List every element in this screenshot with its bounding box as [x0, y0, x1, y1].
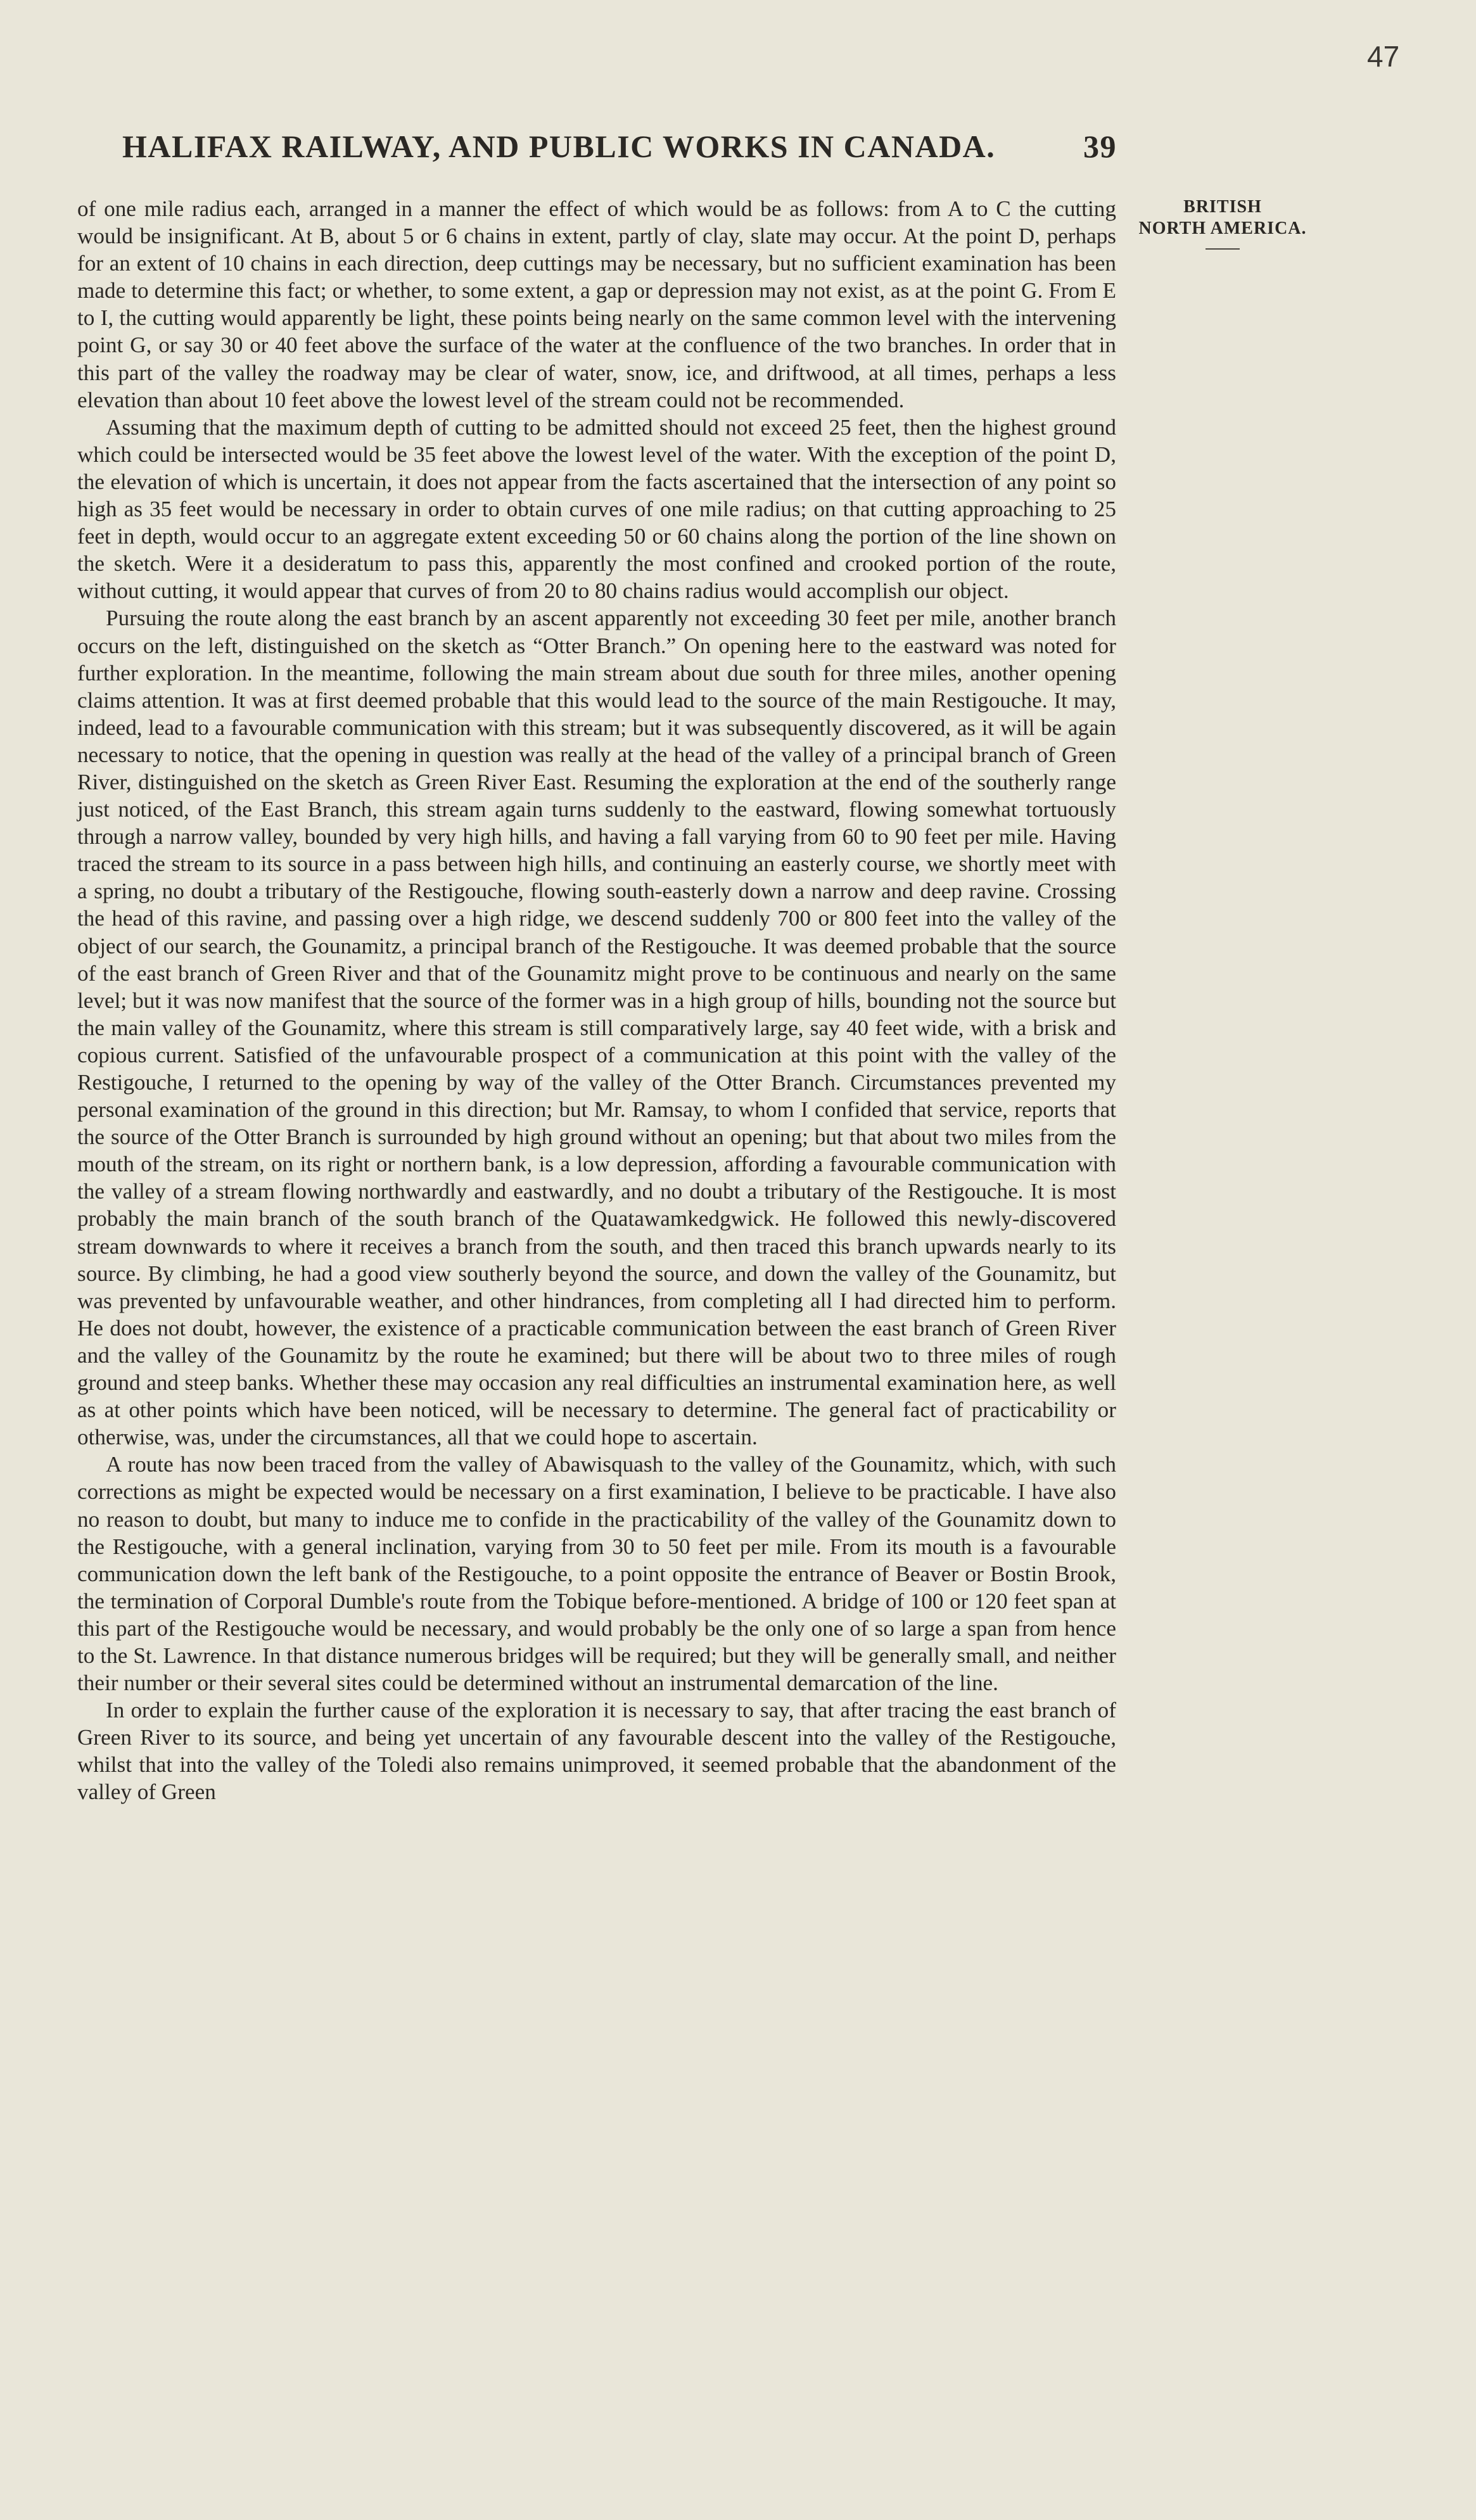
- paragraph-2: Assuming that the maximum depth of cutting to be admitted should not exceed 25 feet, then the highest ground which could be intersected would be 35 feet above the lowest level of the water. With the exception of the point D, the elevation of which is uncertain, it does not appear from the facts ascertained that the intersection of any point so high as 35 feet would be necessary in order to obtain curves of one mile radius; on that cutting approaching to 25 feet in depth, would occur to an aggregate extent exceeding 50 or 60 chains along the portion of the line shown on the sketch. Were it a desideratum to pass this, apparently the most confined and crooked portion of the route, without cutting, it would appear that curves of from 20 to 80 chains radius would accomplish our object.: [77, 414, 1116, 604]
- running-head-title: HALIFAX RAILWAY, AND PUBLIC WORKS IN CANADA.: [122, 129, 996, 164]
- paragraph-5: In order to explain the further cause of the exploration it is necessary to say, that after tracing the east branch of Green River to its source, and being yet uncertain of any favourable descent into the valley of the Restigouche, whilst that into the valley of the Toledi also remains unimproved, it seemed probable that the abandonment of the valley of Green: [77, 1698, 1116, 1805]
- paragraph-4: A route has now been traced from the valley of Abawisquash to the valley of the Gounamitz, which, with such corrections as might be expected would be necessary on a first examination, I believe to be practicable. I have also no reason to doubt, but many to induce me to confide in the practicability of the valley of the Gounamitz down to the Restigouche, with a general inclination, varying from 30 to 50 feet per mile. From its mouth is a favourable communication down the left bank of the Restigouche, to a point opposite the entrance of Beaver or Bostin Brook, the termination of Corporal Dumble's route from the Tobique before-mentioned. A bridge of 100 or 120 feet span at this part of the Restigouche would be necessary, and would probably be the only one of so large a span from hence to the St. Lawrence. In that distance numerous bridges will be required; but they will be generally small, and neither their number or their several sites could be determined without an instrumental demarcation of the line.: [77, 1452, 1116, 1696]
- running-head: [122, 128, 1117, 165]
- margin-note: [1118, 196, 1327, 250]
- body-text: [77, 195, 1116, 1806]
- folio-number: 47: [1367, 40, 1400, 73]
- margin-note-rule: [1206, 248, 1240, 250]
- margin-note-line-1: BRITISH: [1183, 197, 1262, 217]
- margin-note-line-2: NORTH AMERICA.: [1138, 219, 1307, 238]
- paragraph-3: Pursuing the route along the east branch by an ascent apparently not exceeding 30 feet per mile, another branch occurs on the left, distinguished on the sketch as “Otter Branch.” On opening here to the eastward was noted for further exploration. In the meantime, following the main stream about due south for three miles, another opening claims attention. It was at first deemed probable that this would lead to the source of the main Restigouche. It may, indeed, lead to a favourable communication with this stream; but it was subsequently discovered, as it will be again necessary to notice, that the opening in question was really at the head of the valley of a principal branch of Green River, distinguished on the sketch as Green River East. Resuming the exploration at the end of the southerly range just noticed, of the East Branch, this stream again turns suddenly to the eastward, flowing somewhat tortuously through a narrow valley, bounded by very high hills, and having a fall varying from 60 to 90 feet per mile. Having traced the stream to its source in a pass between high hills, and continuing an easterly course, we shortly meet with a spring, no doubt a tributary of the Restigouche, flowing south-easterly down a narrow and deep ravine. Crossing the head of this ravine, and passing over a high ridge, we descend suddenly 700 or 800 feet into the valley of the object of our search, the Gounamitz, a principal branch of the Restigouche. It was deemed probable that the source of the east branch of Green River and that of the Gounamitz might prove to be continuous and nearly on the same level; but it was now manifest that the source of the former was in a high group of hills, bounding not the source but the main valley of the Gounamitz, where this stream is still comparatively large, say 40 feet wide, with a brisk and copious current. Satisfied of the unfavourable prospect of a communication at this point with the valley of the Restigouche, I returned to the opening by way of the valley of the Otter Branch. Circumstances prevented my personal examination of the ground in this direction; but Mr. Ramsay, to whom I confided that service, reports that the source of the Otter Branch is surrounded by high ground without an opening; but that about two miles from the mouth of the stream, on its right or northern bank, is a low depression, affording a favourable communication with the valley of a stream flowing northwardly and eastwardly, and no doubt a tributary of the Restigouche. It is most probably the main branch of the south branch of the Quatawamkedgwick. He followed this newly-discovered stream downwards to where it receives a branch from the south, and then traced this branch upwards nearly to its source. By climbing, he had a good view southerly beyond the source, and down the valley of the Gounamitz, but was prevented by unfavourable weather, and other hindrances, from completing all I had directed him to perform. He does not doubt, however, the existence of a practicable communication between the east branch of Green River and the valley of the Gounamitz by the route he examined; but there will be about two to three miles of rough ground and steep banks. Whether these may occasion any real difficulties an instrumental examination here, as well as at other points which have been noticed, will be necessary to determine. The general fact of practicability or otherwise, was, under the circumstances, all that we could hope to ascertain.: [77, 606, 1116, 1450]
- running-head-page-number: 39: [1083, 129, 1117, 164]
- paragraph-1: of one mile radius each, arranged in a manner the effect of which would be as follows: from A to C the cutting would be insignificant. At B, about 5 or 6 chains in extent, partly of clay, slate may occur. At the point D, perhaps for an extent of 10 chains in each direction, deep cuttings may be necessary, but no sufficient examination has been made to determine this fact; or whether, to some extent, a gap or depression may not exist, as at the point G. From E to I, the cutting would apparently be light, these points being nearly on the same common level with the intervening point G, or say 30 or 40 feet above the surface of the water at the confluence of the two branches. In order that in this part of the valley the roadway may be clear of water, snow, ice, and driftwood, at all times, perhaps a less elevation than about 10 feet above the lowest level of the stream could not be recommended.: [77, 196, 1116, 412]
